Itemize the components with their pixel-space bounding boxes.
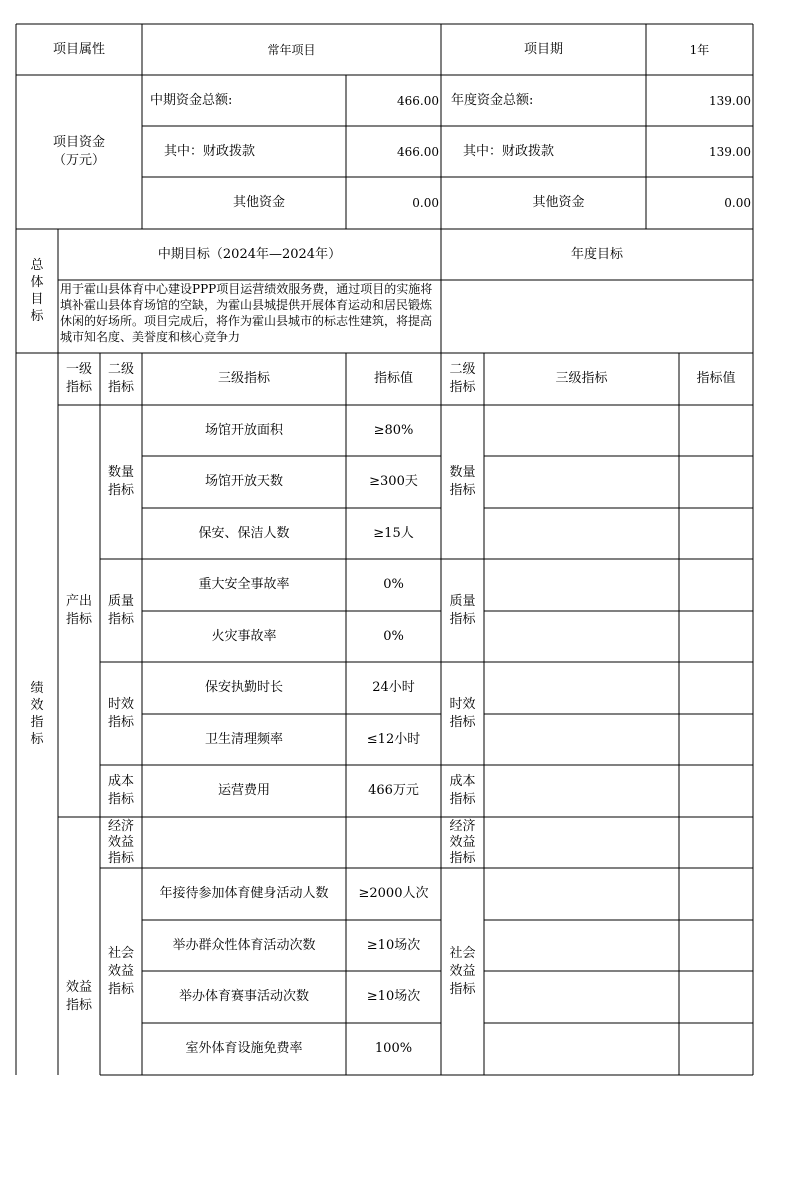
cost-indicator-label [100,765,142,817]
year-economic-label-line: 效益 [449,834,476,850]
timeliness-indicator-label [100,662,142,765]
table-row-value: ≥80% [373,422,414,438]
table-row-name [142,817,346,868]
year-other-label: 其他资金 [532,195,585,210]
col-level3-header: 三级指标 [217,371,270,386]
mid-fiscal-label: 其中：财政拨款 [164,143,256,159]
table-row-name: 运营费用 [217,783,270,798]
table-row-name: 卫生清理频率 [204,731,283,747]
year-social-label-line: 指标 [449,981,476,997]
quantity-label-line: 数量 [107,465,134,480]
timeliness-label-line: 指标 [107,714,134,730]
year-fiscal-label: 其中：财政拨款 [463,143,555,159]
funds-label-line2: （万元） [52,153,105,168]
quality-indicator-label [100,559,142,662]
table-row-value: ≥15人 [373,525,414,541]
mid-total-value: 466.00 [397,93,439,108]
goals-label-char: 总 [30,258,44,273]
benefit-indicator-label [58,817,100,1177]
quality-label-line: 质量 [107,593,134,609]
year-total-value: 139.00 [709,93,751,108]
social-indicator-label [100,868,142,1075]
year-social-indicator-label [441,868,484,1075]
period-label: 项目期 [523,41,563,57]
col-level1-header [58,353,100,405]
col-level2-line: 指标 [107,380,134,395]
table-row-name: 重大安全事故率 [198,577,290,592]
social-label-line: 社会 [107,945,134,961]
year-col-level3-header: 三级指标 [555,371,608,386]
table-row-value: 0% [383,577,404,592]
timeliness-label-line: 时效 [107,696,134,712]
col-value-header: 指标值 [373,371,413,386]
col-level1-line: 指标 [65,380,92,395]
table-row-name: 年接待参加体育健身活动人数 [159,886,329,901]
period-value: 1年 [689,42,710,57]
year-cost-indicator-label [441,765,484,817]
year-col-level2-line: 二级 [449,362,476,377]
mid-fiscal-value: 466.00 [397,144,439,159]
year-timeliness-label-line: 时效 [449,696,476,712]
table-row-value: 466万元 [368,783,419,798]
table-row-value: ≥300天 [369,474,418,489]
year-economic-indicator-label [441,817,484,868]
table-row-name: 保安执勤时长 [204,680,283,695]
attr-value: 常年项目 [267,42,316,57]
table-row-value: 24小时 [372,680,415,695]
table-row-value: ≤12小时 [366,731,421,747]
table-row-value: ≥10场次 [366,937,421,953]
economic-indicator-label [100,817,142,868]
year-col-level2-header [441,353,484,405]
economic-label-line: 经济 [107,818,134,834]
year-timeliness-indicator-label [441,662,484,765]
year-economic-label-line: 指标 [449,850,476,866]
mid-total-label: 中期资金总额: [150,92,233,108]
goals-label [16,229,58,353]
year-economic-label-line: 经济 [449,818,476,834]
table-row-name: 场馆开放天数 [204,474,283,489]
year-quantity-indicator-label [441,405,484,559]
output-indicator-label [58,405,100,817]
year-total-label: 年度资金总额: [451,92,534,108]
goals-label-char: 目 [30,292,44,307]
table-row-name: 室外体育设施免费率 [185,1041,303,1056]
year-col-level2-line: 指标 [449,380,476,395]
year-quantity-label-line: 指标 [449,483,476,498]
quality-label-line: 指标 [107,611,134,627]
benefit-label-line: 指标 [65,998,92,1013]
year-quality-label-line: 指标 [449,611,476,627]
year-quality-indicator-label [441,559,484,662]
economic-label-line: 指标 [107,850,134,866]
goals-label-char: 标 [30,309,44,324]
year-timeliness-label-line: 指标 [449,714,476,730]
table-row-name: 场馆开放面积 [204,422,283,438]
cost-label-line: 成本 [107,774,134,789]
table-row-name: 火灾事故率 [211,628,277,644]
year-fiscal-value: 139.00 [709,144,751,159]
perf-label [16,353,58,1075]
table-row-value: 100% [374,1041,413,1056]
output-label-line: 产出 [65,594,92,609]
year-other-value: 0.00 [724,196,751,210]
table-row-value [346,817,441,868]
table-row-name: 举办体育赛事活动次数 [178,989,309,1004]
social-label-line: 指标 [107,981,134,997]
perf-label-char: 绩 [30,681,44,696]
benefit-label-line: 效益 [65,980,92,995]
perf-label-char: 标 [30,732,44,747]
table-row-name: 举办群众性体育活动次数 [172,937,316,953]
social-label-line: 效益 [107,963,134,979]
year-cost-label-line: 指标 [449,792,476,807]
table-row-value: ≥10场次 [366,989,421,1004]
col-level2-line: 二级 [107,362,134,377]
year-goal-header: 年度目标 [570,246,623,262]
year-cost-label-line: 成本 [449,774,476,789]
quantity-label-line: 指标 [107,483,134,498]
funds-label [16,75,142,229]
perf-label-char: 效 [30,698,44,713]
year-quantity-label-line: 数量 [449,465,476,480]
quantity-indicator-label [100,405,142,559]
year-social-label-line: 效益 [449,963,476,979]
year-col-value-header: 指标值 [696,371,736,386]
mid-other-label: 其他资金 [232,195,285,210]
mid-goal-header: 中期目标（2024年—2024年） [157,246,342,262]
goals-label-char: 体 [30,275,44,290]
year-social-label-line: 社会 [449,945,476,961]
year-goal-text [444,281,750,351]
col-level1-line: 一级 [65,362,92,377]
output-label-line: 指标 [65,612,92,627]
table-row-value: 0% [383,628,404,644]
cost-label-line: 指标 [107,792,134,807]
table-row-value: ≥2000人次 [358,886,429,901]
col-level2-header [100,353,142,405]
mid-goal-text: 用于霍山县体育中心建设PPP项目运营绩效服务费，通过项目的实施将填补霍山县体育场馆的空缺，为霍山县城提供开展体育运动和居民锻炼休闲的好场所。项目完成后，将作为霍山县城市的标志性建筑，将提高城市知名度、美誉度和核心竞争力 [60,282,433,344]
table-row-name: 保安、保洁人数 [198,525,290,541]
mid-other-value: 0.00 [412,196,439,210]
year-quality-label-line: 质量 [449,593,476,609]
perf-label-char: 指 [30,715,44,730]
funds-label-line1: 项目资金 [52,135,105,150]
attr-label: 项目属性 [52,41,105,57]
economic-label-line: 效益 [107,834,134,850]
